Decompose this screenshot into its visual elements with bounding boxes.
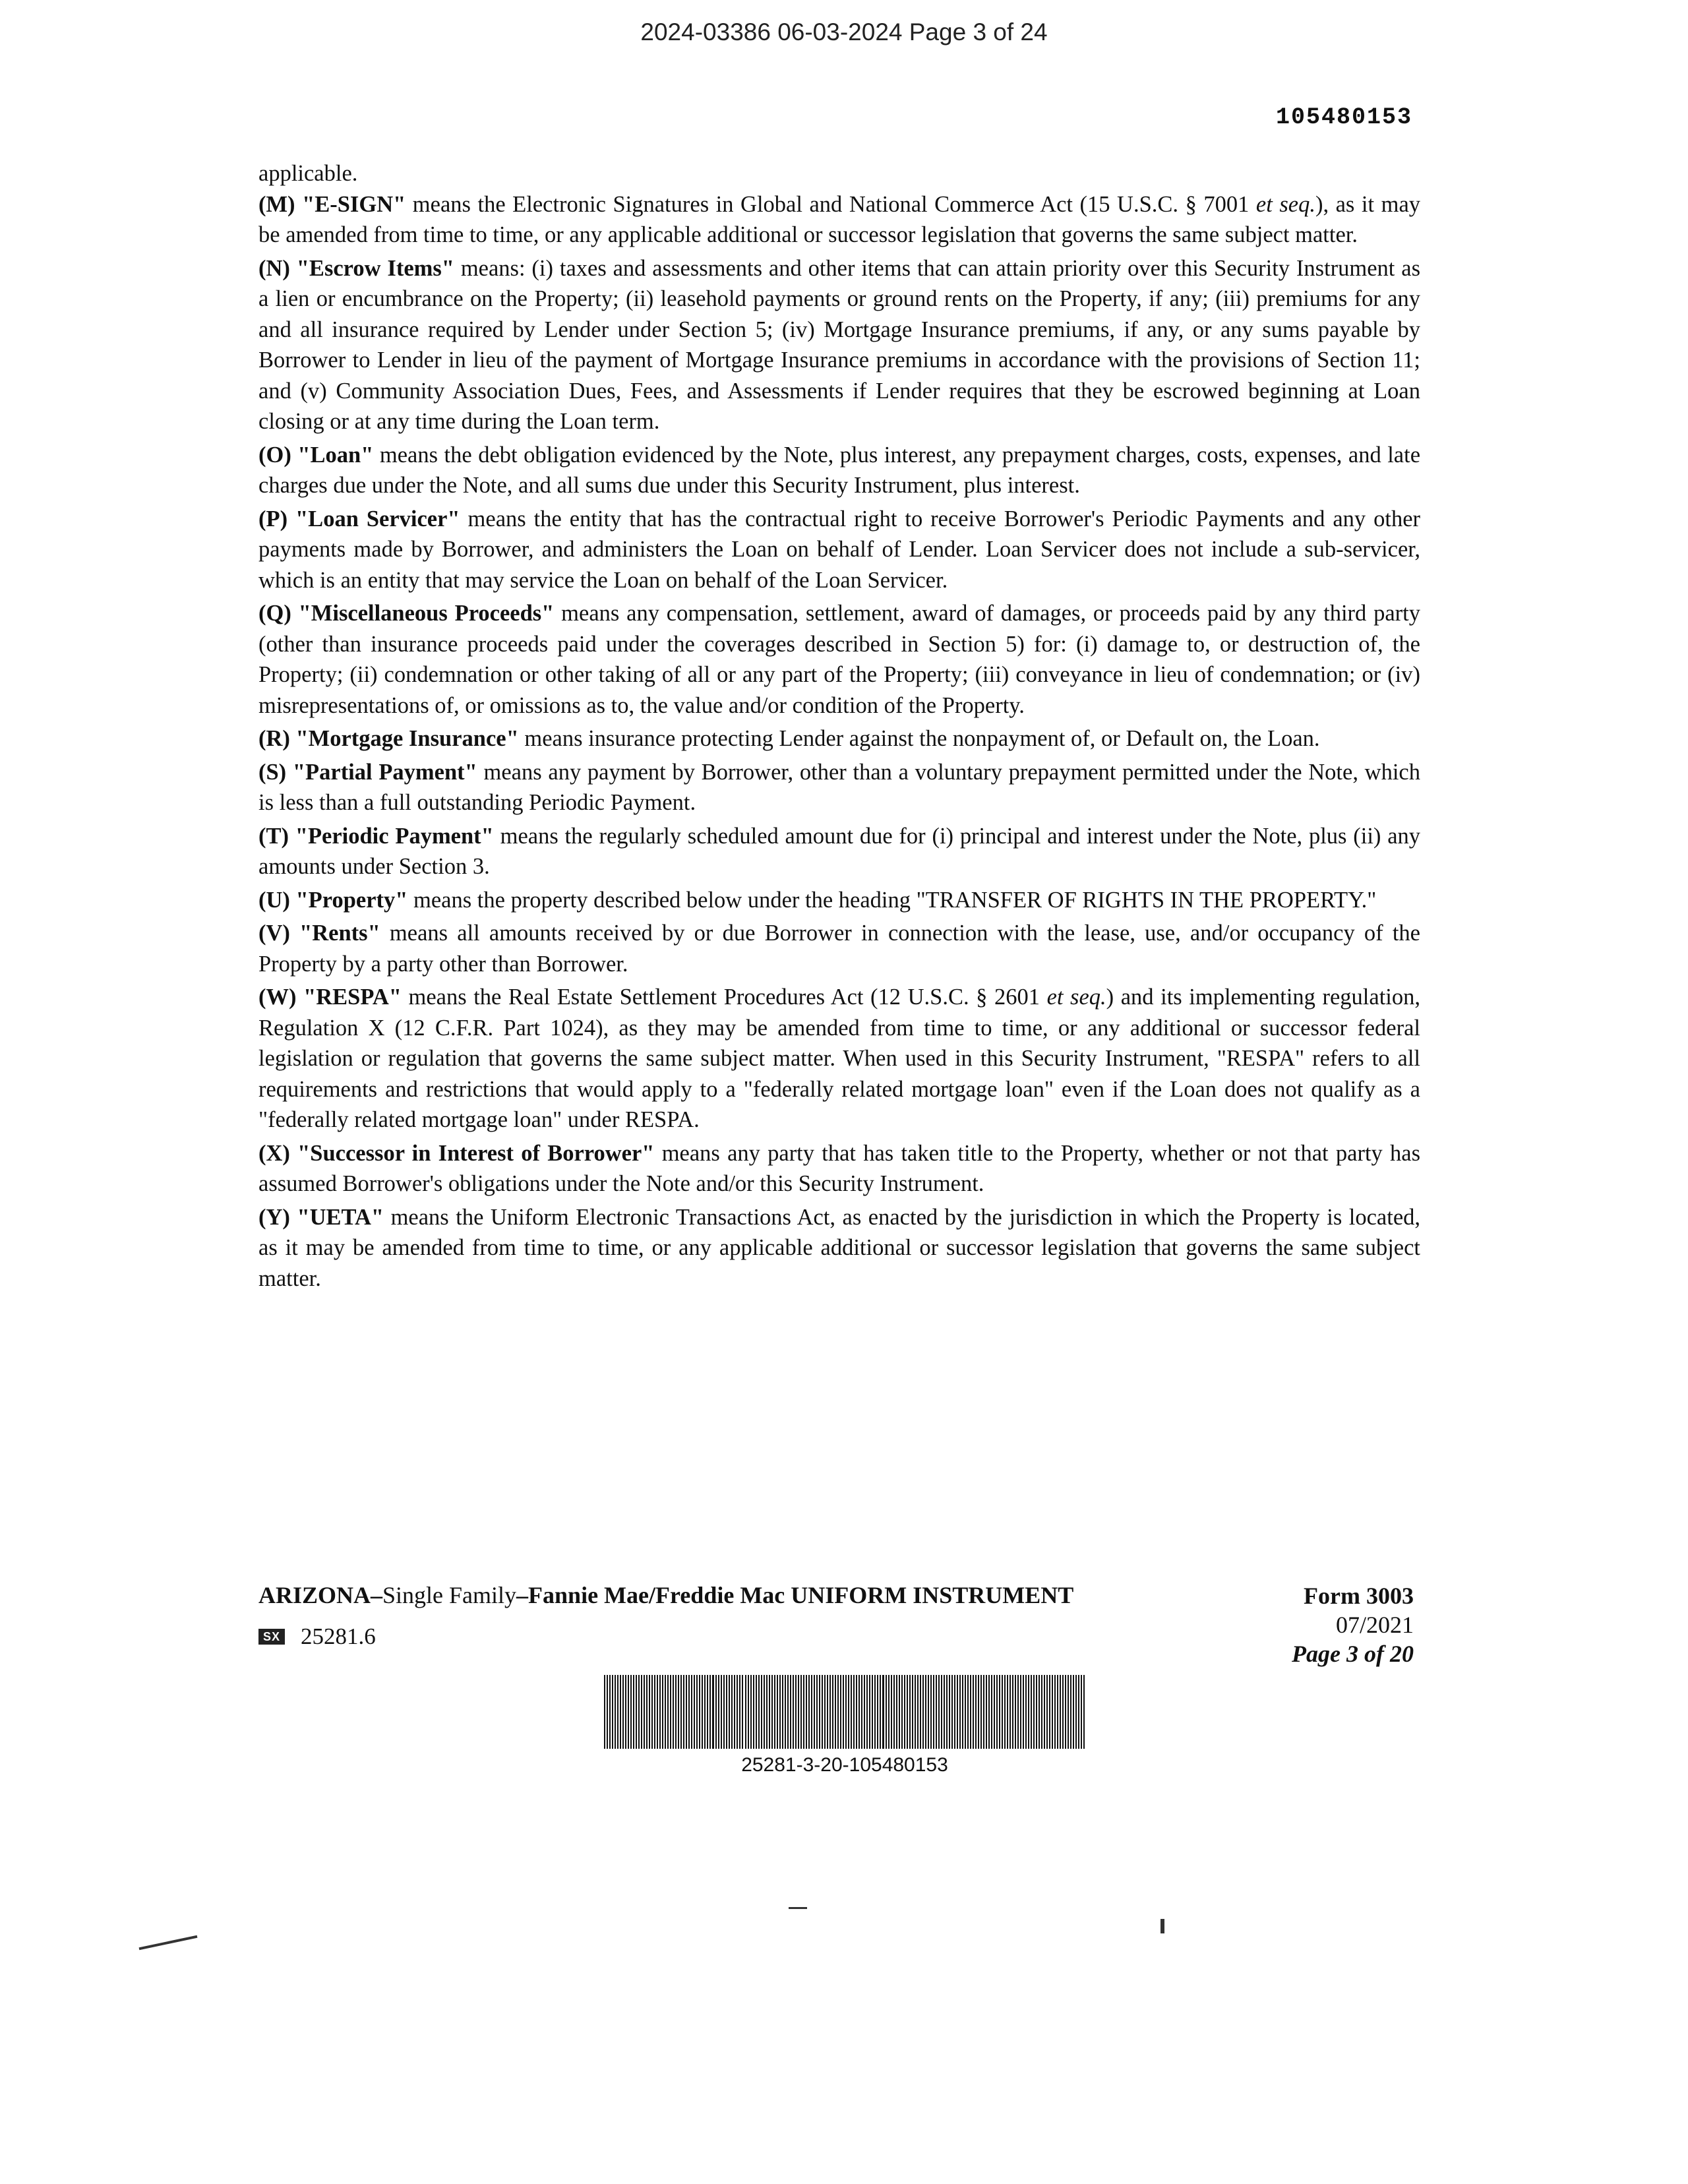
barcode-bar — [891, 1675, 892, 1749]
definition-term-name: "UETA" — [297, 1204, 384, 1230]
barcode-bar — [877, 1675, 878, 1749]
barcode-bar — [980, 1675, 982, 1749]
barcode-bar — [978, 1675, 979, 1749]
barcode-bar — [941, 1675, 942, 1749]
barcode-bar — [694, 1675, 695, 1749]
barcode-bar — [994, 1675, 995, 1749]
barcode-bar — [607, 1675, 608, 1749]
barcode-bar — [866, 1675, 868, 1749]
definition-paragraph — [258, 598, 1420, 721]
form-title-dash: – — [516, 1582, 529, 1608]
barcode-bar — [1083, 1675, 1085, 1749]
barcode-bar — [856, 1675, 857, 1749]
barcode-bar — [901, 1675, 903, 1749]
definition-term: (W) — [258, 985, 297, 1010]
definition-term: (R) — [258, 726, 290, 751]
barcode-bar — [688, 1675, 690, 1749]
barcode-bar — [748, 1675, 749, 1749]
definition-term-name: "Escrow Items" — [296, 255, 454, 281]
form-title-type: Single Family — [382, 1582, 517, 1608]
scan-artifact — [1160, 1919, 1164, 1933]
definition-italic-text: et seq. — [1255, 191, 1315, 217]
barcode-bar — [774, 1675, 775, 1749]
barcode-bar — [715, 1675, 717, 1749]
barcode-bar — [936, 1675, 937, 1749]
barcode-bar — [882, 1675, 884, 1749]
definition-paragraph — [258, 189, 1420, 251]
definition-term-name: "Miscellaneous Proceeds" — [298, 601, 555, 626]
barcode-bar — [970, 1675, 971, 1749]
barcode-bar — [766, 1675, 768, 1749]
barcode-bar — [1044, 1675, 1045, 1749]
barcode-bar — [798, 1675, 799, 1749]
barcode-bar — [928, 1675, 929, 1749]
barcode-bar — [1033, 1675, 1035, 1749]
barcode-bar — [1036, 1675, 1037, 1749]
definition-term: (V) — [258, 921, 290, 946]
scan-artifact — [789, 1907, 807, 1909]
barcode-image — [604, 1675, 1085, 1749]
barcode-bar — [761, 1675, 762, 1749]
barcode-bar — [1073, 1675, 1074, 1749]
barcode-bar — [864, 1675, 865, 1749]
form-title — [258, 1581, 1073, 1609]
barcode-bar — [949, 1675, 950, 1749]
definition-term: (T) — [258, 823, 289, 849]
barcode-bar — [845, 1675, 847, 1749]
barcode-bar — [667, 1675, 669, 1749]
definition-text: means any compensation, settlement, award of damages, or proceeds paid by any third party (other than insurance proceeds paid under the coverages described in Section 5) for: (i) damage to, or destruction of, the Property; (ii) condemnation or other taking of all or any part of the Property; (iii) conveyance in lieu of condemnation; or (iv) misrepresentations of, or omissions as to, the value and/or condition of the Property. — [258, 601, 1420, 718]
barcode-bar — [896, 1675, 897, 1749]
barcode-bar — [793, 1675, 794, 1749]
barcode-bar — [975, 1675, 977, 1749]
definition-text: means the Real Estate Settlement Procedures Act (12 U.S.C. § 2601 — [401, 985, 1047, 1010]
sx-logo-icon: SX — [258, 1629, 285, 1645]
barcode-bar — [764, 1675, 765, 1749]
barcode-bar — [907, 1675, 908, 1749]
barcode-bar — [680, 1675, 682, 1749]
barcode-bar — [696, 1675, 698, 1749]
barcode-bar — [782, 1675, 783, 1749]
definition-text: means any payment by Borrower, other than a voluntary prepayment permitted under the Note, which is less than a full outstanding Periodic Payment. — [258, 759, 1420, 815]
barcode-bar — [630, 1675, 632, 1749]
barcode-bar — [633, 1675, 634, 1749]
barcode-bar — [1010, 1675, 1011, 1749]
definition-text: means the Electronic Signatures in Global and National Commerce Act (15 U.S.C. § 7001 — [406, 191, 1256, 217]
barcode-bar — [1025, 1675, 1027, 1749]
definition-term: (Y) — [258, 1204, 290, 1230]
definition-text: ) and its implementing regulation, Regulation X (12 C.F.R. Part 1024), as they may be amended from time to time, or any additional or successor federal legislation or regulation that governs the same subject matter. When used in this Security Instrument, "RESPA" refers to all requirements and restrictions that would apply to a "federally related mortgage loan" even if the Loan does not qualify as a "federally related mortgage loan" under RESPA. — [258, 985, 1420, 1132]
definition-term: (O) — [258, 442, 291, 468]
definition-text: means insurance protecting Lender against the nonpayment of, or Default on, the Loan. — [518, 726, 1320, 751]
barcode-bar — [625, 1675, 626, 1749]
barcode-bar — [1078, 1675, 1079, 1749]
barcode-bar — [920, 1675, 921, 1749]
definition-paragraph — [258, 1202, 1420, 1294]
barcode-bar — [803, 1675, 804, 1749]
barcode-bar — [938, 1675, 940, 1749]
barcode-bar — [675, 1675, 677, 1749]
barcode-bar — [808, 1675, 810, 1749]
barcode-bar — [1041, 1675, 1042, 1749]
barcode-bar — [837, 1675, 839, 1749]
barcode-bar — [657, 1675, 658, 1749]
barcode-bar — [651, 1675, 653, 1749]
barcode-bar — [999, 1675, 1000, 1749]
lead-in-text: applicable. — [258, 161, 358, 186]
barcode-bar — [718, 1675, 719, 1749]
definition-paragraph — [258, 982, 1420, 1136]
definition-term: (P) — [258, 506, 288, 531]
barcode-bar — [644, 1675, 645, 1749]
barcode-bar — [1062, 1675, 1064, 1749]
document-body — [258, 158, 1420, 1296]
barcode-bar — [737, 1675, 738, 1749]
barcode-bar — [779, 1675, 781, 1749]
barcode-bar — [617, 1675, 618, 1749]
definition-text: means the debt obligation evidenced by the Note, plus interest, any prepayment charges, costs, expenses, and late charges due under the Note, and all sums due under this Security Instrument, plus interest. — [258, 442, 1421, 498]
barcode-bar — [742, 1675, 743, 1749]
barcode-bar — [750, 1675, 752, 1749]
barcode-bar — [1054, 1675, 1056, 1749]
barcode-bar — [800, 1675, 802, 1749]
definition-term-name: "Periodic Payment" — [295, 823, 494, 849]
definition-term: (U) — [258, 887, 290, 913]
barcode-bar — [795, 1675, 797, 1749]
barcode-bar — [930, 1675, 932, 1749]
barcode-bar — [753, 1675, 754, 1749]
loan-number: 105480153 — [1275, 104, 1412, 131]
barcode-bar — [874, 1675, 876, 1749]
form-number: Form 3003 — [1304, 1583, 1414, 1609]
barcode-bar — [1081, 1675, 1082, 1749]
barcode-bar — [819, 1675, 820, 1749]
barcode-bar — [1012, 1675, 1013, 1749]
definitions-list — [258, 189, 1420, 1294]
barcode-bar — [673, 1675, 674, 1749]
barcode-bar — [739, 1675, 740, 1749]
definition-text: means: (i) taxes and assessments and other items that can attain priority over this Security Instrument as a lien or encumbrance on the Property; (ii) leasehold payments or ground rents on the Property, if any; (iii) premiums for any and all insurance required by Lender under Section 5; (iv) Mortgage Insurance premiums, if any, or any sums payable by Borrower to Lender in lieu of the payment of Mortgage Insurance premiums in accordance with the provisions of Section 11; and (v) Community Association Dues, Fees, and Assessments if Lender requires that they be escrowed beginning at Loan closing or at any time during the Loan term. — [258, 255, 1420, 434]
definition-paragraph — [258, 821, 1420, 882]
barcode-text: 25281-3-20-105480153 — [741, 1754, 948, 1776]
barcode-bar — [769, 1675, 770, 1749]
barcode-bar — [609, 1675, 611, 1749]
definition-text: means the regularly scheduled amount due for (i) principal and interest under the Note, plus (ii) any amounts under Section 3. — [258, 823, 1421, 879]
barcode-bar — [986, 1675, 987, 1749]
definition-term-name: "RESPA" — [303, 985, 402, 1010]
barcode-bar — [662, 1675, 663, 1749]
definition-italic-text: et seq. — [1046, 985, 1106, 1010]
barcode-bar — [859, 1675, 860, 1749]
barcode-bar — [904, 1675, 905, 1749]
barcode-bar — [628, 1675, 629, 1749]
barcode-bar — [731, 1675, 733, 1749]
barcode-bar — [806, 1675, 807, 1749]
barcode-bar — [946, 1675, 948, 1749]
barcode-bar — [699, 1675, 700, 1749]
barcode-bar — [983, 1675, 984, 1749]
barcode-bar — [872, 1675, 873, 1749]
barcode-bar — [954, 1675, 955, 1749]
barcode-bar — [899, 1675, 900, 1749]
barcode-bar — [615, 1675, 616, 1749]
document-code — [258, 1623, 1073, 1650]
barcode-bar — [925, 1675, 926, 1749]
definition-paragraph — [258, 918, 1420, 979]
definition-paragraph — [258, 440, 1420, 501]
barcode-bar — [848, 1675, 849, 1749]
barcode-bar — [1060, 1675, 1061, 1749]
barcode-bar — [1015, 1675, 1016, 1749]
barcode-bar — [691, 1675, 692, 1749]
barcode-bar — [1002, 1675, 1003, 1749]
barcode-bar — [659, 1675, 661, 1749]
definition-paragraph — [258, 504, 1420, 596]
barcode-bar — [962, 1675, 963, 1749]
barcode-bar — [991, 1675, 992, 1749]
barcode-bar — [888, 1675, 889, 1749]
barcode-bar — [827, 1675, 828, 1749]
barcode-bar — [832, 1675, 833, 1749]
definition-term-name: "Mortgage Insurance" — [295, 726, 519, 751]
definition-term-name: "Loan Servicer" — [295, 506, 460, 531]
barcode-bar — [1007, 1675, 1008, 1749]
barcode-bar — [909, 1675, 911, 1749]
definition-term: (X) — [258, 1140, 290, 1166]
definition-text: ), as it may be amended from time to time, or any applicable additional or successor legislation that governs the same subject matter. — [258, 191, 1421, 247]
barcode-bar — [654, 1675, 655, 1749]
doc-code-number: 25281.6 — [301, 1623, 376, 1649]
barcode-bar — [745, 1675, 746, 1749]
barcode-bar — [973, 1675, 974, 1749]
barcode-bar — [824, 1675, 826, 1749]
barcode-bar — [851, 1675, 852, 1749]
barcode-bar — [649, 1675, 650, 1749]
barcode-bar — [822, 1675, 823, 1749]
barcode-bar — [1028, 1675, 1029, 1749]
barcode-bar — [704, 1675, 706, 1749]
barcode-bar — [723, 1675, 725, 1749]
barcode-bar — [922, 1675, 924, 1749]
barcode-bar — [843, 1675, 844, 1749]
barcode-bar — [829, 1675, 831, 1749]
barcode-bar — [933, 1675, 934, 1749]
definition-paragraph — [258, 885, 1420, 916]
barcode-bar — [1065, 1675, 1066, 1749]
barcode-bar — [869, 1675, 870, 1749]
barcode-bar — [915, 1675, 916, 1749]
barcode-bar — [712, 1675, 714, 1749]
barcode-bar — [951, 1675, 953, 1749]
barcode-bar — [771, 1675, 773, 1749]
barcode-bar — [835, 1675, 836, 1749]
barcode-bar — [996, 1675, 998, 1749]
barcode-bar — [944, 1675, 945, 1749]
footer-left — [258, 1581, 1073, 1650]
barcode-block — [604, 1675, 1085, 1776]
barcode-bar — [1046, 1675, 1048, 1749]
page-number: Page 3 of 20 — [1292, 1641, 1414, 1667]
definition-term-name: "Partial Payment" — [292, 759, 477, 785]
definition-paragraph — [258, 1138, 1420, 1199]
barcode-bar — [787, 1675, 789, 1749]
barcode-bar — [758, 1675, 760, 1749]
barcode-bar — [1049, 1675, 1050, 1749]
barcode-bar — [965, 1675, 966, 1749]
barcode-bar — [893, 1675, 895, 1749]
barcode-bar — [729, 1675, 730, 1749]
barcode-bar — [814, 1675, 815, 1749]
definition-text: means the Uniform Electronic Transactions Act, as enacted by the jurisdiction in which the Property is located, as it may be amended from time to time, or any applicable additional or successor legislation that governs the same subject matter. — [258, 1204, 1421, 1291]
definition-term-name: "E-SIGN" — [302, 191, 406, 217]
definition-term-name: "Loan" — [297, 442, 374, 468]
barcode-bar — [816, 1675, 818, 1749]
barcode-bar — [1023, 1675, 1024, 1749]
barcode-bar — [641, 1675, 642, 1749]
barcode-bar — [790, 1675, 791, 1749]
barcode-bar — [756, 1675, 757, 1749]
definition-term-name: "Rents" — [299, 921, 380, 946]
barcode-bar — [707, 1675, 708, 1749]
barcode-bar — [636, 1675, 637, 1749]
form-title-rest: Fannie Mae/Freddie Mac UNIFORM INSTRUMENT — [528, 1582, 1074, 1608]
definition-text: means any party that has taken title to the Property, whether or not that party has assumed Borrower's obligations under the Note and/or this Security Instrument. — [258, 1140, 1421, 1196]
barcode-bar — [1068, 1675, 1069, 1749]
barcode-bar — [702, 1675, 703, 1749]
barcode-bar — [604, 1675, 605, 1749]
barcode-bar — [721, 1675, 722, 1749]
page-stamp-header: 2024-03386 06-03-2024 Page 3 of 24 — [640, 18, 1048, 46]
barcode-bar — [638, 1675, 640, 1749]
barcode-bar — [853, 1675, 855, 1749]
barcode-bar — [811, 1675, 812, 1749]
form-date: 07/2021 — [1335, 1612, 1414, 1638]
barcode-bar — [622, 1675, 624, 1749]
barcode-bar — [1039, 1675, 1040, 1749]
definition-paragraph — [258, 757, 1420, 818]
barcode-bar — [886, 1675, 887, 1749]
barcode-bar — [959, 1675, 961, 1749]
barcode-bar — [646, 1675, 648, 1749]
barcode-bar — [620, 1675, 621, 1749]
definition-term: (Q) — [258, 601, 291, 626]
barcode-bar — [840, 1675, 841, 1749]
barcode-bar — [785, 1675, 786, 1749]
barcode-bar — [709, 1675, 711, 1749]
form-title-dash: – — [371, 1582, 383, 1608]
definition-text: means the property described below under the heading "TRANSFER OF RIGHTS IN THE PROPERTY." — [407, 887, 1377, 913]
barcode-bar — [1070, 1675, 1071, 1749]
barcode-bar — [957, 1675, 958, 1749]
barcode-bar — [1020, 1675, 1021, 1749]
definition-term: (S) — [258, 759, 287, 785]
barcode-bar — [734, 1675, 735, 1749]
definition-term: (N) — [258, 255, 290, 281]
barcode-bar — [726, 1675, 727, 1749]
definition-paragraph — [258, 253, 1420, 437]
definition-text: means all amounts received by or due Borrower in connection with the lease, use, and/or occupancy of the Property by a party other than Borrower. — [258, 921, 1420, 977]
form-title-state: ARIZONA — [258, 1582, 371, 1608]
barcode-bar — [612, 1675, 613, 1749]
barcode-bar — [686, 1675, 687, 1749]
barcode-bar — [912, 1675, 913, 1749]
barcode-bar — [1017, 1675, 1019, 1749]
barcode-bar — [678, 1675, 679, 1749]
barcode-bar — [988, 1675, 990, 1749]
barcode-bar — [1057, 1675, 1058, 1749]
barcode-bar — [670, 1675, 671, 1749]
footer-right — [1292, 1581, 1414, 1668]
barcode-bar — [777, 1675, 778, 1749]
barcode-bar — [1075, 1675, 1077, 1749]
barcode-bar — [917, 1675, 919, 1749]
definition-term: (M) — [258, 191, 295, 217]
barcode-bar — [1031, 1675, 1032, 1749]
barcode-bar — [1052, 1675, 1053, 1749]
definition-term-name: "Successor in Interest of Borrower" — [297, 1140, 655, 1166]
definition-paragraph — [258, 723, 1420, 754]
barcode-bar — [861, 1675, 862, 1749]
definition-text: means the entity that has the contractual right to receive Borrower's Periodic Payments and any other payments made by Borrower, and administers the Loan on behalf of Lender. Loan Servicer does not include a sub-servicer, which is an entity that may service the Loan on behalf of the Loan Servicer. — [258, 506, 1421, 593]
scan-artifact — [139, 1935, 198, 1951]
barcode-bar — [665, 1675, 666, 1749]
barcode-bar — [1004, 1675, 1006, 1749]
definition-term-name: "Property" — [295, 887, 408, 913]
barcode-bar — [683, 1675, 684, 1749]
barcode-bar — [880, 1675, 881, 1749]
barcode-bar — [967, 1675, 969, 1749]
